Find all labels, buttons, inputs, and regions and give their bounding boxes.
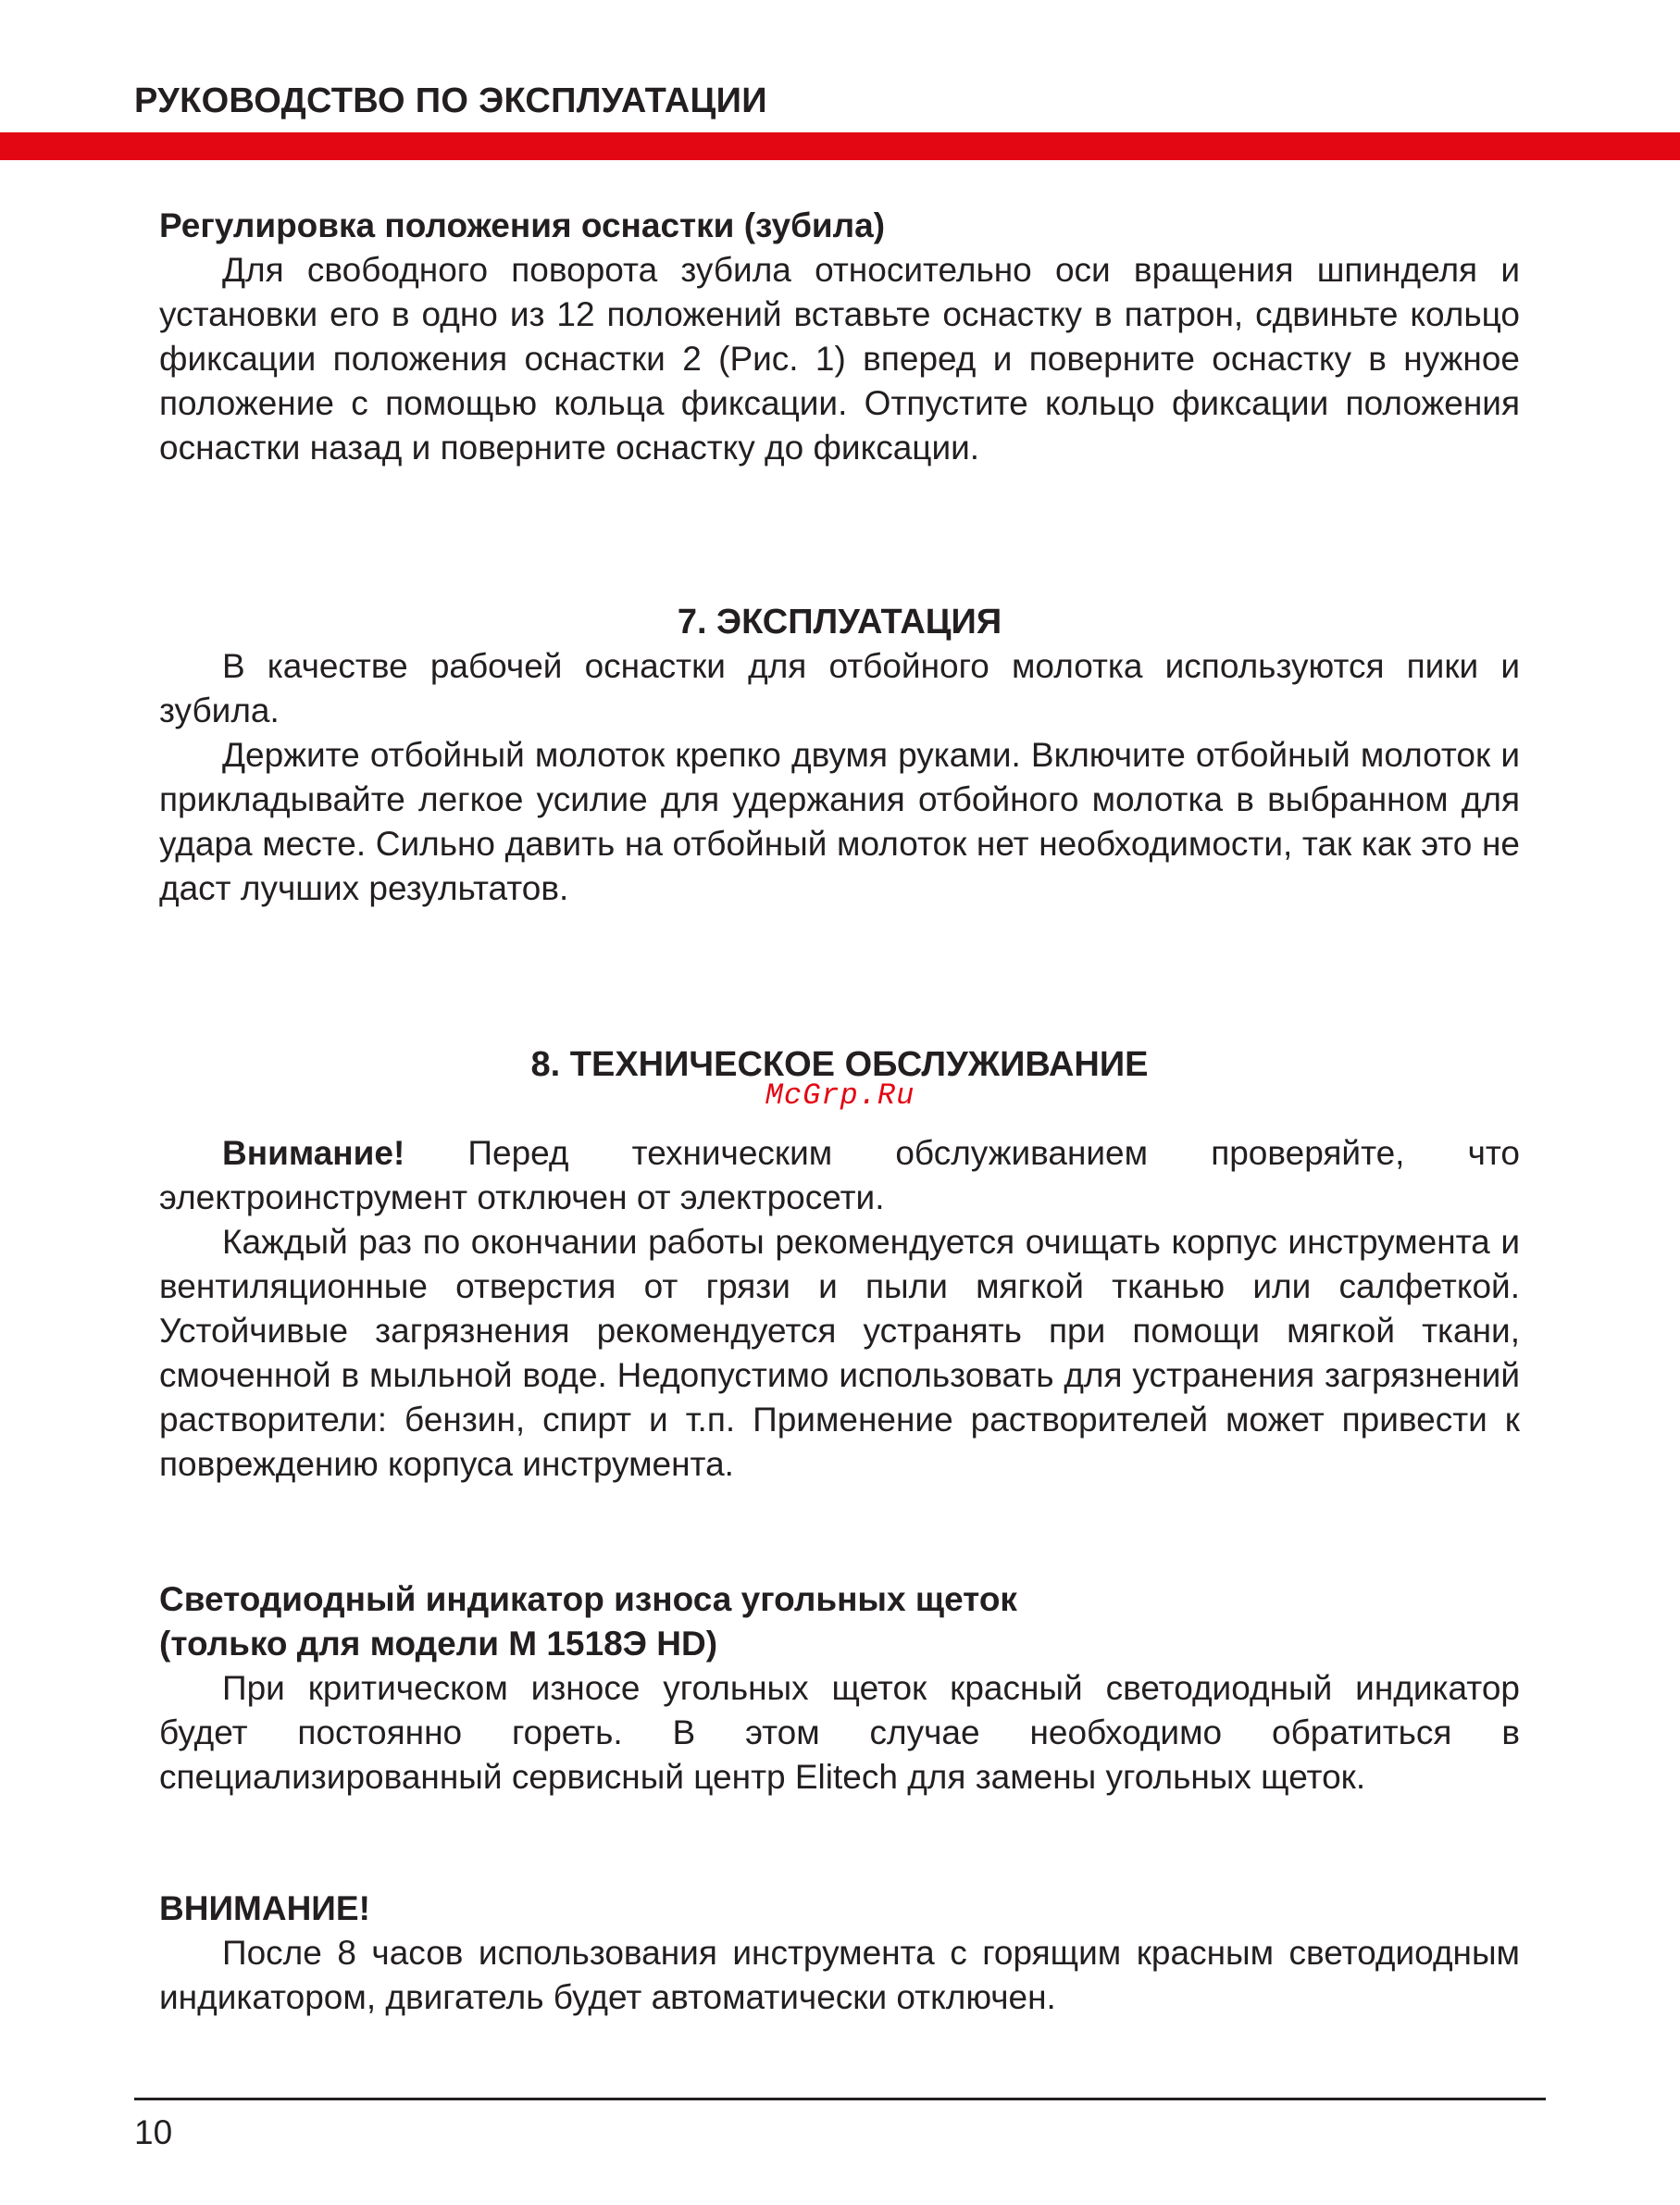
warning-paragraph (159, 1131, 1520, 1220)
paragraph: При критическом износе угольных щеток красный светодиодный индикатор будет постоянно гореть. В этом случае необходимо обратиться в специализированный сервисный центр Elitech для замены угольных щеток. (159, 1669, 1520, 1796)
paragraph: В качестве рабочей оснастки для отбойного молотка используются пики и зубила. (159, 647, 1520, 729)
paragraph: Держите отбойный молоток крепко двумя руками. Включите отбойный молоток и прикладывайте легкое усилие для удержания отбойного молотка в выбранном для удара месте. Сильно давить на отбойный молоток нет необходимости, так как это не даст лучших результатов. (159, 736, 1520, 907)
warning-label: Внимание! (222, 1134, 405, 1172)
watermark: McGrp.Ru (765, 1078, 915, 1113)
header-title: РУКОВОДСТВО ПО ЭКСПЛУАТАЦИИ (134, 81, 767, 120)
section-led-indicator (159, 1577, 1520, 1800)
header-red-bar (0, 132, 1680, 160)
section-attention (159, 1887, 1520, 2020)
section-heading: 8. ТЕХНИЧЕСКОЕ ОБСЛУЖИВАНИЕ (530, 1045, 1149, 1084)
paragraph: После 8 часов использования инструмента с горящим красным светодиодным индикатором, двигатель будет автоматически отключен. (159, 1934, 1520, 2016)
warning-text: Перед техническим обслуживанием проверяйте, что электроинструмент отключен от электросети. (159, 1134, 1520, 1216)
section-subheading: (только для модели М 1518Э HD) (159, 1625, 718, 1663)
paragraph: Каждый раз по окончании работы рекомендуется очищать корпус инструмента и вентиляционные отверстия от грязи и пыли мягкой тканью или салфеткой. Устойчивые загрязнения рекомендуется устранять при помощи мягкой ткани, смоченной в мыльной воде. Недопустимо использовать для устранения загрязнений растворители: бензин, спирт и т.п. Применение растворителей может привести к повреждению корпуса инструмента. (159, 1223, 1520, 1483)
section-heading: 7. ЭКСПЛУАТАЦИЯ (677, 603, 1002, 642)
section-heading: ВНИМАНИЕ! (159, 1889, 370, 1927)
section-operation (159, 600, 1520, 911)
section-heading: Светодиодный индикатор износа угольных щеток (159, 1580, 1017, 1618)
footer-rule (134, 2098, 1546, 2100)
paragraph: Для свободного поворота зубила относительно оси вращения шпинделя и установки его в одно из 12 положений вставьте оснастку в патрон, сдвиньте кольцо фиксации положения оснастки 2 (Рис. 1) вперед и поверните оснастку в нужное положение с помощью кольца фиксации. Отпустите кольцо фиксации положения оснастки назад и поверните оснастку до фиксации. (159, 251, 1520, 467)
section-chisel-adjust (159, 204, 1520, 470)
section-heading: Регулировка положения оснастки (зубила) (159, 206, 886, 244)
page-number: 10 (134, 2113, 173, 2151)
